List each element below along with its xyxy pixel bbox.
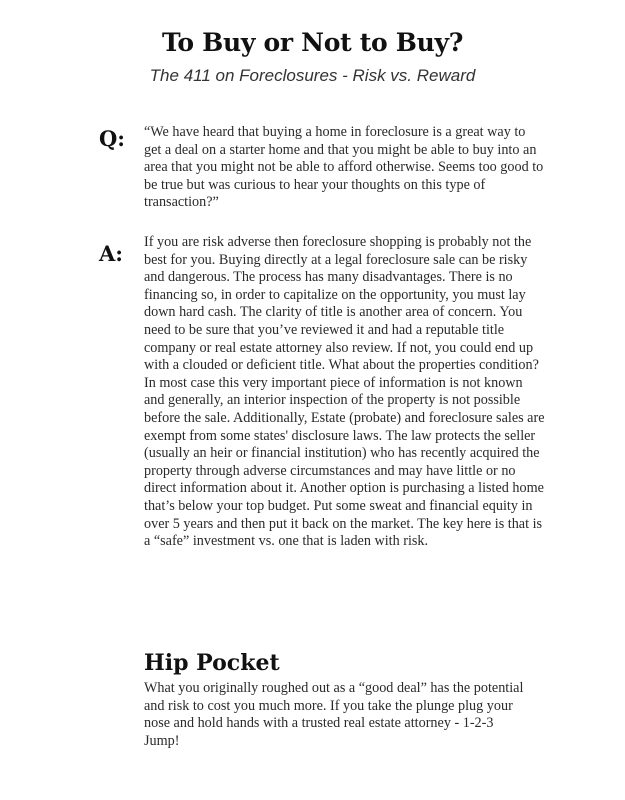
question-label: Q:	[99, 126, 126, 151]
hip-pocket-text: What you originally roughed out as a “good deal” has the potential and risk to cost you much more. If you take the plunge plug your nose and hold hands with a trusted real estate attorney - 1-2-3 Jump!	[144, 680, 524, 749]
question-text: “We have heard that buying a home in foreclosure is a great way to get a deal on a starter home and that you might be able to buy into an area that you might not be able to afford otherwise. Seems too good to be true but was curious to hear your thoughts on this type of transaction?”	[144, 124, 544, 211]
hip-pocket-heading: Hip Pocket	[144, 650, 280, 676]
answer-label: A:	[99, 241, 124, 266]
answer-text: If you are risk adverse then foreclosure shopping is probably not the best for you. Buying directly at a legal foreclosure sale can be risky and dangerous. The process has many disadvantages. There is no financing so, in order to capitalize on the opportunity, you must lay down hard cash. The clarity of title is another area of concern. You need to be sure that you’ve reviewed it and had a reputable title company or real estate attorney also review. If not, you could end up with a clouded or deficient title. What about the properties condition? In most case this very important piece of information is not known and generally, an interior inspection of the property is not possible before the sale. Additionally, Estate (probate) and foreclosure sales are exempt from some states' disclosure laws. The law protects the seller (usually an heir or financial institution) who has recently acquired the property through adverse circumstances and may have little or no direct information about it. Another option is purchasing a listed home that’s below your top budget. Put some sweat and financial equity in over 5 years and then put it back on the market. The key here is that is a “safe” investment vs. one that is laden with risk.	[144, 234, 545, 550]
page-subtitle: The 411 on Foreclosures - Risk vs. Reward	[149, 66, 476, 85]
page-title: To Buy or Not to Buy?	[161, 28, 464, 57]
